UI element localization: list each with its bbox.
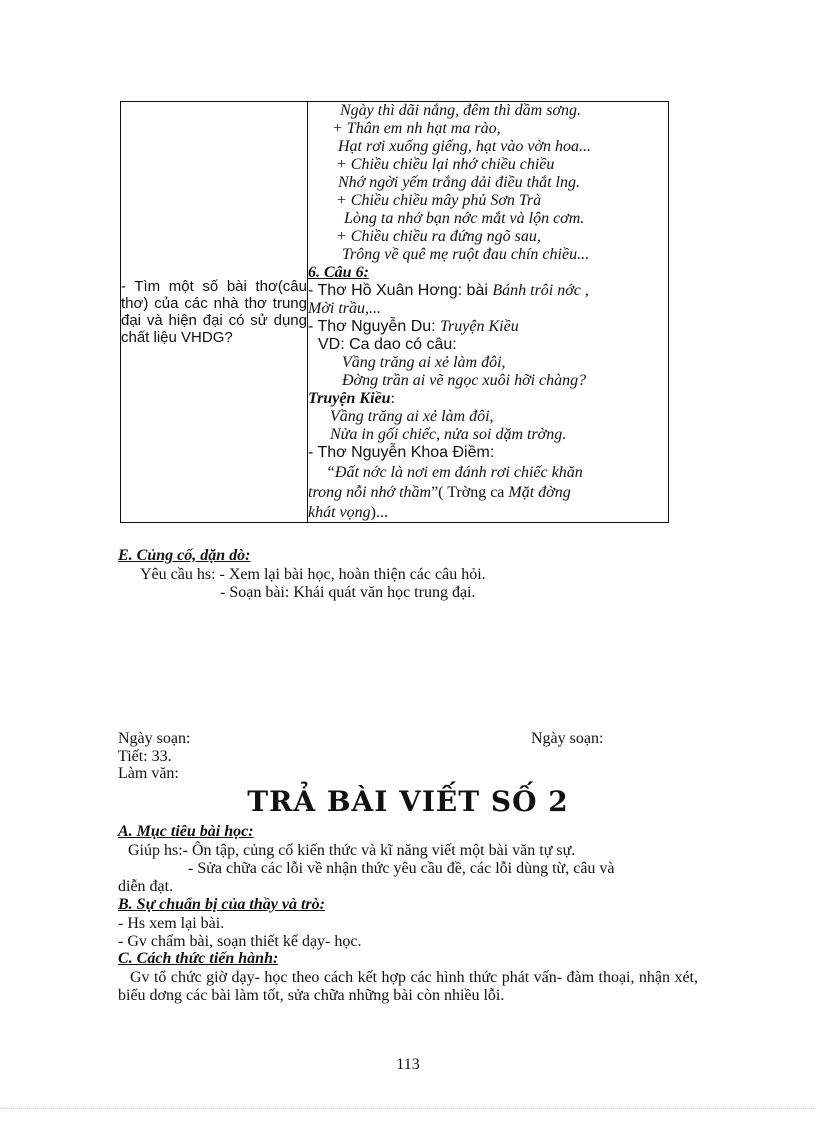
poem-line: + Chiều chiều ra đứng ngõ sau,	[336, 228, 541, 245]
ngay-soan-right: Ngày soạn:	[531, 730, 604, 747]
section-b-line: - Hs xem lại bài.	[118, 915, 225, 932]
ho-xuan-huong-line	[308, 282, 668, 300]
poem-line: Nhớ ngời yếm trắng dải điều thắt lng.	[338, 174, 580, 191]
cau6-heading: 6. Câu 6:	[308, 264, 369, 281]
section-b-heading: B. Sự chuẩn bị của thầy và trò:	[118, 896, 325, 913]
nd-prefix: - Thơ Nguyễn Du:	[308, 318, 441, 335]
section-a-line: diễn đạt.	[118, 878, 174, 895]
lesson-table	[120, 101, 669, 523]
question-cell	[121, 102, 308, 523]
poem-line: + Chiều chiều lại nhớ chiều chiều	[336, 156, 555, 173]
section-a-heading: A. Mục tiêu bài học:	[118, 823, 254, 840]
page-number: 113	[396, 1056, 420, 1073]
section-e-line: Yêu cầu hs: - Xem lại bài học, hoàn thiện các câu hỏi.	[140, 566, 486, 583]
section-a-line: Giúp hs:- Ôn tập, củng cố kiến thức và kĩ năng viết một bài văn tự sự.	[128, 842, 576, 859]
poem-line: Lòng ta nhớ bạn nớc mắt và lộn cơm.	[344, 210, 585, 227]
footer-divider	[0, 1108, 816, 1109]
nd-title: Truyện Kiều	[440, 318, 519, 335]
vd-line: VD: Ca dao có câu:	[318, 336, 457, 353]
nkd-quote-2b: ”( Trờng ca	[431, 484, 509, 501]
section-e-line: - Soạn bài: Khái quát văn học trung đại.	[220, 584, 476, 601]
cadao-line: Vầng trăng ai xẻ làm đôi,	[342, 354, 506, 371]
section-a-line: - Sửa chữa các lỗi về nhận thức yêu cầu đề, các lỗi dùng từ, câu và	[188, 860, 615, 877]
nkd-quote-line-3	[308, 504, 668, 522]
nkd-quote-3: khát vọng	[308, 504, 371, 521]
hxh-titles-2: Mời trầu,...	[308, 300, 381, 317]
section-c-heading: C. Cách thức tiến hành:	[118, 950, 279, 967]
ngay-soan-left: Ngày soạn:	[118, 730, 191, 747]
poem-line: Ngày thì dãi nắng, đêm thì dầm sơng.	[340, 102, 581, 119]
poem-line: + Chiều chiều mây phủ Sơn Trà	[336, 192, 542, 209]
question-text: - Tìm một số bài thơ(câu thơ) của các nhà thơ trung đại và hiện đại có sử dụng chất liệu VHDG?	[121, 278, 307, 346]
answer-cell	[308, 102, 669, 523]
hxh-titles: Bánh trôi nớc ,	[492, 282, 589, 299]
nkd-quote-2a: trong nỗi nhớ thầm	[308, 484, 432, 501]
section-c-paragraph: Gv tổ chức giờ dạy- học theo cách kết hợp các hình thức phát vấn- đàm thoại, nhận xét, biểu dơng các bài làm tốt, sửa chữa những bài còn nhiều lỗi.	[118, 969, 698, 1004]
kieu-line: Vầng trăng ai xẻ làm đôi,	[330, 408, 494, 425]
nkd-quote-line-2	[308, 484, 668, 502]
poem-line: Hạt rơi xuống giếng, hạt vào vờn hoa...	[338, 138, 592, 155]
page-title: TRẢ BÀI VIẾT SỐ 2	[247, 785, 569, 818]
section-b-line: - Gv chấm bài, soạn thiết kế dạy- học.	[118, 933, 362, 950]
hxh-prefix: - Thơ Hồ Xuân Hơng: bài	[308, 282, 493, 299]
nkd-quote-line: “Đất nớc là nơi em đánh rơi chiếc khăn	[326, 464, 583, 481]
nkd-quote-3b: )...	[370, 504, 388, 521]
tiet-label: Tiết: 33.	[118, 748, 172, 765]
poem-line: Trông về quê mẹ ruột đau chín chiều...	[342, 246, 590, 263]
nguyen-du-line	[308, 318, 668, 336]
nkd-line: - Thơ Nguyễn Khoa Điềm:	[308, 444, 495, 461]
truyen-kieu-line	[308, 390, 668, 408]
section-e-heading: E. Củng cố, dặn dò:	[118, 547, 251, 564]
truyen-kieu-colon: :	[390, 390, 395, 407]
truyen-kieu-heading: Truyện Kiều	[308, 390, 391, 407]
nkd-quote-2c: Mặt đờng	[508, 484, 571, 501]
poem-line: + Thân em nh hạt ma rào,	[332, 120, 501, 137]
cadao-line: Đờng trần ai vẽ ngọc xuôi hỡi chàng?	[342, 372, 587, 389]
lam-van-label: Làm văn:	[118, 765, 179, 782]
kieu-line: Nửa in gối chiếc, nửa soi dặm trờng.	[330, 426, 567, 443]
